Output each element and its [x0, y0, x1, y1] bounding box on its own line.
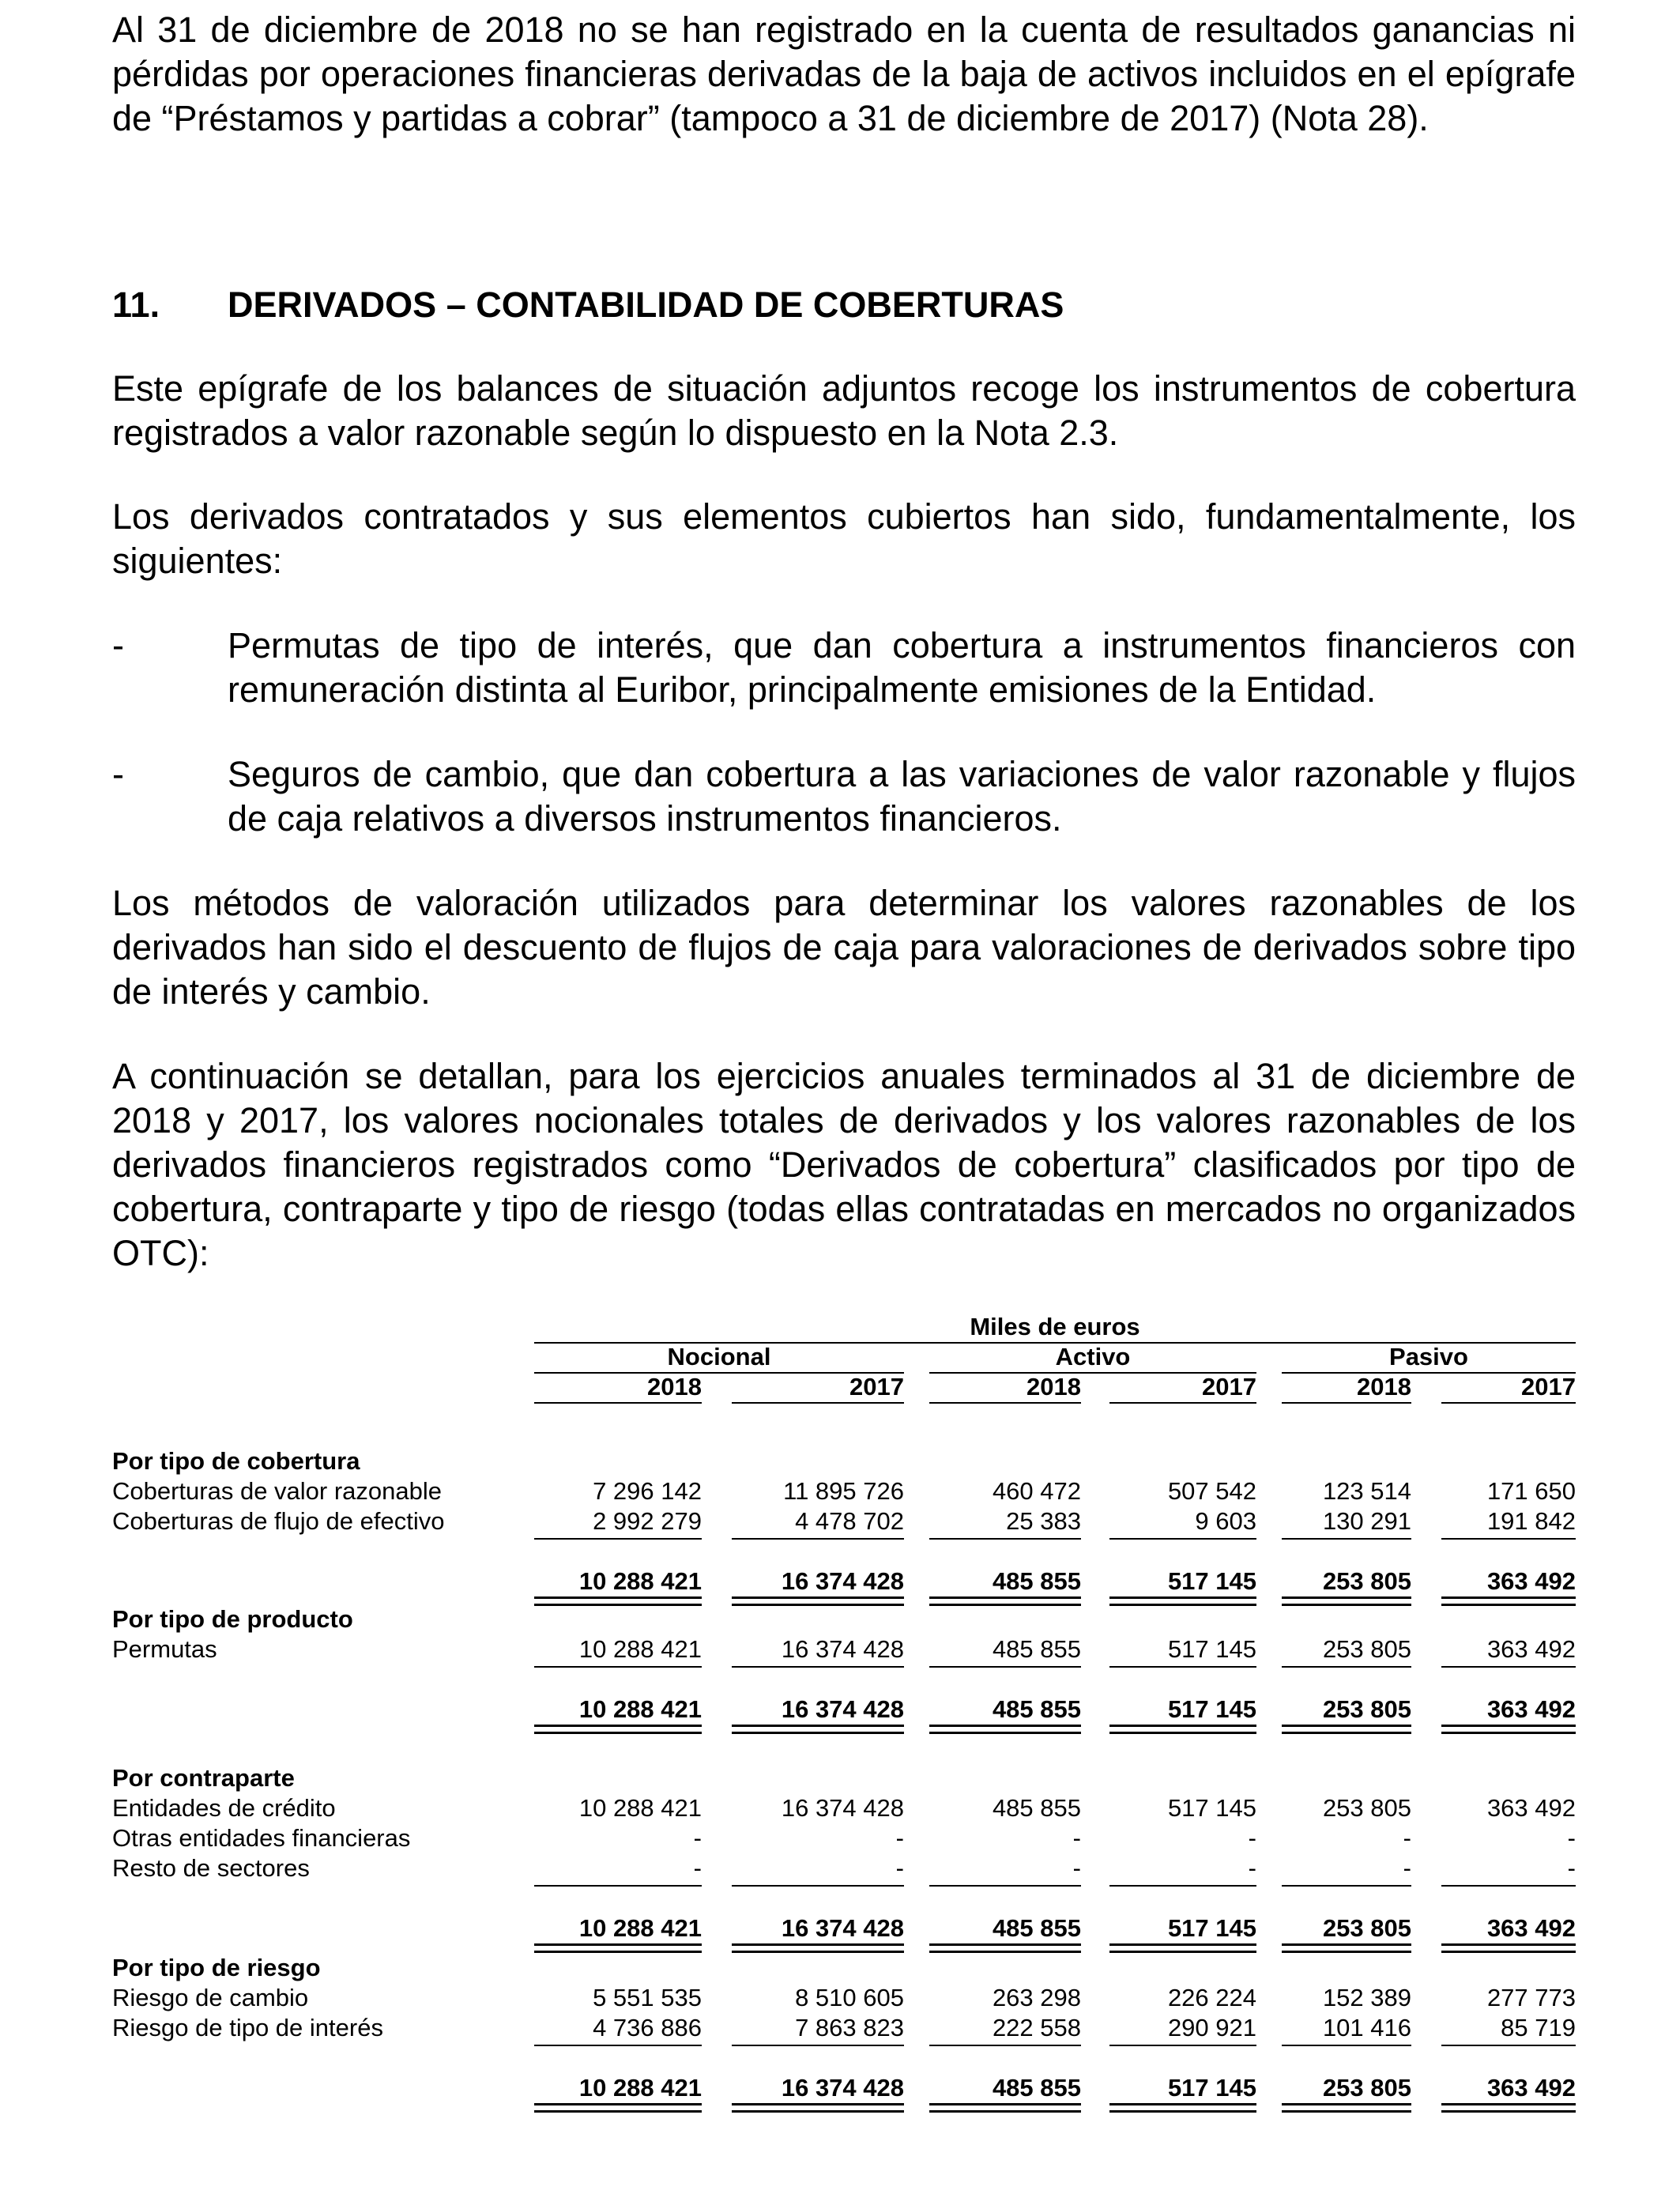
table-cell: 363 492: [1486, 2074, 1576, 2102]
subtotal-underline: [732, 1885, 904, 1887]
subtotal-underline: [1109, 1885, 1256, 1887]
table-cell: 16 374 428: [781, 1794, 904, 1822]
table-row: [112, 1983, 1576, 2013]
total-double-underline: [1109, 1725, 1256, 1734]
table-cell: -: [1567, 1854, 1576, 1882]
bullet-text: Seguros de cambio, que dan cobertura a las variaciones de valor razonable y flujos de caja relativos a diversos instrumentos financieros.: [228, 754, 1576, 839]
table-cell: 171 650: [1486, 1477, 1576, 1505]
table-cell: 363 492: [1486, 1794, 1576, 1822]
year-header: 2018: [1026, 1373, 1081, 1400]
total-double-underline: [1282, 1725, 1411, 1734]
total-double-underline: [732, 2103, 904, 2113]
table-cell: 363 492: [1486, 1695, 1576, 1723]
paragraph-table-intro: A continuación se detallan, para los ejercicios anuales terminados al 31 de diciembre de 2018 y 2017, los valores nocionales totales de derivados y los valores razonables de los derivados financieros registrados como “Derivados de cobertura” clasificados por tipo de cobertura, contraparte y tipo de riesgo (todas ellas contratadas en mercados no organizados OTC):: [112, 1056, 1576, 1273]
table-cell: 7 296 142: [593, 1477, 702, 1505]
table-cell: -: [1567, 1824, 1576, 1852]
table-cell: 4 478 702: [795, 1507, 904, 1535]
bullet-dash: -: [112, 754, 124, 794]
section-heading: [112, 283, 1576, 327]
table-row: [112, 1634, 1576, 1664]
table-cell: 10 288 421: [578, 1794, 702, 1822]
year-header-row: [112, 1372, 1576, 1402]
section-title: Por tipo de cobertura: [112, 1447, 360, 1475]
total-double-underline: [732, 1943, 904, 1953]
table-cell: 517 145: [1167, 1695, 1256, 1723]
subtotal-underline: [534, 1538, 702, 1540]
table-cell: 7 863 823: [795, 2014, 904, 2041]
table-cell: 263 298: [992, 1984, 1081, 2011]
table-cell: 8 510 605: [795, 1984, 904, 2011]
subtotal-underline: [929, 1885, 1081, 1887]
subtotal-underline: [1282, 1885, 1411, 1887]
section-title: DERIVADOS – CONTABILIDAD DE COBERTURAS: [228, 285, 1064, 325]
paragraph-description: Este epígrafe de los balances de situación adjuntos recoge los instrumentos de cobertura registrados a valor razonable según lo dispuesto en la Nota 2.3.: [112, 368, 1576, 453]
table-cell: 253 805: [1322, 1695, 1411, 1723]
section-title: Por tipo de riesgo: [112, 1954, 321, 1981]
total-row: [112, 1695, 1576, 1725]
year-underline: [1109, 1402, 1256, 1404]
total-double-underline: [1282, 1943, 1411, 1953]
table-cell: 517 145: [1167, 1635, 1256, 1663]
subtotal-underline: [929, 1666, 1081, 1668]
subtotal-underline: [534, 2045, 702, 2046]
table-cell: 10 288 421: [578, 2074, 702, 2102]
year-header: 2018: [647, 1373, 702, 1400]
section-title-row: [112, 1763, 1576, 1793]
group-header-pasivo: Pasivo: [1389, 1343, 1468, 1370]
section-title-row: [112, 1446, 1576, 1476]
table-cell: 130 291: [1322, 1507, 1411, 1535]
subtotal-underline: [929, 1538, 1081, 1540]
table-cell: 485 855: [992, 1794, 1081, 1822]
total-double-underline: [1441, 2103, 1576, 2113]
year-header: 2017: [849, 1373, 904, 1400]
table-cell: 222 558: [992, 2014, 1081, 2041]
table-cell: -: [693, 1854, 702, 1882]
total-double-underline: [1441, 1725, 1576, 1734]
table-cell: 16 374 428: [781, 2074, 904, 2102]
table-cell: 363 492: [1486, 1635, 1576, 1663]
table-cell: 517 145: [1167, 1567, 1256, 1595]
year-header: 2018: [1357, 1373, 1411, 1400]
group-header-activo: Activo: [1055, 1343, 1131, 1370]
table-cell: 16 374 428: [781, 1914, 904, 1942]
table-cell: 101 416: [1322, 2014, 1411, 2041]
total-double-underline: [929, 2103, 1081, 2113]
subtotal-underline: [732, 2045, 904, 2046]
table-cell: 253 805: [1322, 1567, 1411, 1595]
total-double-underline: [1282, 2103, 1411, 2113]
table-cell: 123 514: [1322, 1477, 1411, 1505]
row-label: Coberturas de valor razonable: [112, 1477, 443, 1505]
subtotal-underline: [1441, 2045, 1576, 2046]
paragraph-derivatives-list-intro: Los derivados contratados y sus elementos cubiertos han sido, fundamentalmente, los siguientes:: [112, 496, 1576, 581]
total-double-underline: [534, 1943, 702, 1953]
paragraph-valuation-methods: Los métodos de valoración utilizados para determinar los valores razonables de los derivados han sido el descuento de flujos de caja para valoraciones de derivados sobre tipo de interés y cambio.: [112, 883, 1576, 1012]
table-cell: 485 855: [992, 2074, 1081, 2102]
table-cell: -: [895, 1824, 904, 1852]
table-cell: -: [1248, 1824, 1256, 1852]
table-row: [112, 1506, 1576, 1536]
section-title: Por tipo de producto: [112, 1605, 353, 1633]
table-unit-header: Miles de euros: [970, 1313, 1140, 1340]
total-double-underline: [929, 1943, 1081, 1953]
subtotal-underline: [1109, 2045, 1256, 2046]
subtotal-underline: [1441, 1666, 1576, 1668]
subtotal-underline: [1282, 1666, 1411, 1668]
year-header: 2017: [1202, 1373, 1256, 1400]
table-cell: 517 145: [1167, 1914, 1256, 1942]
table-cell: -: [1072, 1824, 1081, 1852]
total-row: [112, 1913, 1576, 1943]
table-cell: 517 145: [1167, 1794, 1256, 1822]
table-cell: 485 855: [992, 1914, 1081, 1942]
table-cell: -: [693, 1824, 702, 1852]
row-label: Otras entidades financieras: [112, 1824, 411, 1852]
total-double-underline: [1109, 1943, 1256, 1953]
row-label: Riesgo de cambio: [112, 1984, 309, 2011]
table-cell: 460 472: [992, 1477, 1081, 1505]
subtotal-underline: [1109, 1666, 1256, 1668]
table-cell: 363 492: [1486, 1914, 1576, 1942]
year-underline: [732, 1402, 904, 1404]
total-double-underline: [534, 2103, 702, 2113]
table-cell: 152 389: [1322, 1984, 1411, 2011]
total-row: [112, 2073, 1576, 2103]
table-cell: 363 492: [1486, 1567, 1576, 1595]
table-row: [112, 1793, 1576, 1823]
table-cell: 10 288 421: [578, 1567, 702, 1595]
table-cell: 253 805: [1322, 1635, 1411, 1663]
subtotal-underline: [732, 1538, 904, 1540]
total-double-underline: [732, 1725, 904, 1734]
table-cell: 25 383: [1006, 1507, 1081, 1535]
row-label: Permutas: [112, 1635, 217, 1663]
table-cell: 253 805: [1322, 2074, 1411, 2102]
year-underline: [1441, 1402, 1576, 1404]
table-cell: 85 719: [1501, 2014, 1576, 2041]
year-header: 2017: [1521, 1373, 1576, 1400]
bullet-item: [112, 752, 1576, 841]
bullet-text: Permutas de tipo de interés, que dan cobertura a instrumentos financieros con remuneración distinta al Euribor, principalmente emisiones de la Entidad.: [228, 625, 1576, 710]
table-cell: 290 921: [1167, 2014, 1256, 2041]
table-cell: 10 288 421: [578, 1914, 702, 1942]
table-cell: 2 992 279: [593, 1507, 702, 1535]
table-row: [112, 1853, 1576, 1883]
table-cell: 253 805: [1322, 1914, 1411, 1942]
table-cell: 5 551 535: [593, 1984, 702, 2011]
table-row: [112, 2013, 1576, 2043]
subtotal-underline: [1109, 1538, 1256, 1540]
group-header-nocional: Nocional: [667, 1343, 771, 1370]
table-cell: 9 603: [1195, 1507, 1256, 1535]
table-row: [112, 1823, 1576, 1853]
row-label: Entidades de crédito: [112, 1794, 336, 1822]
row-label: Coberturas de flujo de efectivo: [112, 1507, 445, 1535]
section-number: 11.: [112, 285, 160, 325]
table-cell: 485 855: [992, 1695, 1081, 1723]
table-cell: 16 374 428: [781, 1635, 904, 1663]
subtotal-underline: [534, 1885, 702, 1887]
table-cell: 485 855: [992, 1635, 1081, 1663]
table-cell: -: [1248, 1854, 1256, 1882]
subtotal-underline: [1441, 1538, 1576, 1540]
table-cell: 485 855: [992, 1567, 1081, 1595]
table-cell: 11 895 726: [783, 1477, 904, 1505]
table-cell: -: [1072, 1854, 1081, 1882]
section-title: Por contraparte: [112, 1764, 295, 1792]
subtotal-underline: [1441, 1885, 1576, 1887]
table-cell: -: [895, 1854, 904, 1882]
table-cell: 10 288 421: [578, 1695, 702, 1723]
paragraph-intro: Al 31 de diciembre de 2018 no se han registrado en la cuenta de resultados ganancias ni pérdidas por operaciones financieras derivadas de la baja de activos incluidos en el epígrafe de “Préstamos y partidas a cobrar” (tampoco a 31 de diciembre de 2017) (Nota 28).: [112, 9, 1576, 138]
table-cell: 226 224: [1167, 1984, 1256, 2011]
table-cell: 517 145: [1167, 2074, 1256, 2102]
table-row: [112, 1476, 1576, 1506]
table-cell: 16 374 428: [781, 1567, 904, 1595]
subtotal-underline: [732, 1666, 904, 1668]
total-double-underline: [929, 1725, 1081, 1734]
total-double-underline: [534, 1725, 702, 1734]
total-row: [112, 1566, 1576, 1596]
row-label: Riesgo de tipo de interés: [112, 2014, 383, 2041]
subtotal-underline: [534, 1666, 702, 1668]
year-underline: [1282, 1402, 1411, 1404]
bullet-item: [112, 624, 1576, 712]
table-cell: -: [1403, 1824, 1411, 1852]
table-cell: 507 542: [1167, 1477, 1256, 1505]
table-cell: 4 736 886: [593, 2014, 702, 2041]
table-cell: 277 773: [1486, 1984, 1576, 2011]
section-title-row: [112, 1953, 1576, 1983]
table-cell: 10 288 421: [578, 1635, 702, 1663]
subtotal-underline: [1282, 1538, 1411, 1540]
year-underline: [534, 1402, 702, 1404]
year-underline: [929, 1402, 1081, 1404]
section-title-row: [112, 1604, 1576, 1634]
subtotal-underline: [929, 2045, 1081, 2046]
table-cell: 191 842: [1486, 1507, 1576, 1535]
total-double-underline: [1109, 2103, 1256, 2113]
row-label: Resto de sectores: [112, 1854, 310, 1882]
bullet-dash: -: [112, 625, 124, 665]
table-cell: -: [1403, 1854, 1411, 1882]
total-double-underline: [1441, 1943, 1576, 1953]
subtotal-underline: [1282, 2045, 1411, 2046]
table-cell: 253 805: [1322, 1794, 1411, 1822]
table-cell: 16 374 428: [781, 1695, 904, 1723]
